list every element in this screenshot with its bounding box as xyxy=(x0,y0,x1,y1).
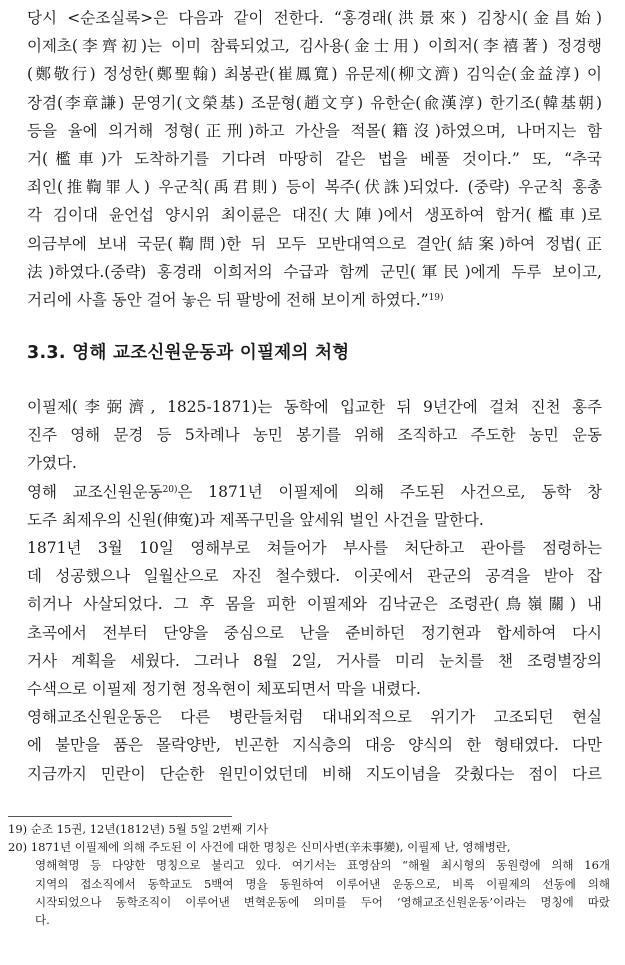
paragraph-4 xyxy=(27,703,602,788)
footnote-20 xyxy=(8,838,610,929)
paragraph-2 xyxy=(27,478,602,534)
text-line: 法)하였다.(중략) 홍경래 이희저의 수급과 함께 군민(軍民)에게 두루 보이고, xyxy=(27,262,602,281)
footnote-number: 20) xyxy=(8,840,28,855)
text-line: 죄인(推鞫罪人) 우군칙(禹君則) 등이 복주(伏誅)되었다. (중략) 우군칙 홍총 xyxy=(27,178,602,197)
footnote-ref-19[interactable]: 19) xyxy=(428,293,444,304)
text-line: 지금까지 민란이 단순한 원민이었던데 비해 지도이념을 갖췄다는 점이 다르 xyxy=(27,764,602,783)
text-line: 각 김이대 윤언섭 양시위 최이륜은 대진(大陣)에서 생포하여 함거(檻車)로 xyxy=(27,206,602,225)
text-line: 데 성공했으나 일월산으로 자진 철수했다. 이곳에서 관군의 공격을 받아 잡 xyxy=(27,567,602,586)
footnote-ref-20[interactable]: 20) xyxy=(162,484,178,495)
text-line: 초곡에서 전부터 단양을 중심으로 난을 준비하던 정기현과 합세하여 다시 xyxy=(27,623,602,642)
paragraph-1 xyxy=(27,393,602,478)
text-line: 당시 <순조실록>은 다음과 같이 전한다. “홍경래(洪景來) 김창시(金昌始) xyxy=(27,9,602,27)
text-line: 이제초(李齊初)는 이미 참륙되었고, 김사용(金士用) 이희저(李禧著) 정경행 xyxy=(27,37,602,56)
footnote-line: 시작되었으나 동학조직이 이루어낸 변혁운동에 의미를 두어 ‘영해교조신원운동’이라는 명칭에 따랐 xyxy=(35,894,610,909)
footnote-line: 20) 1871년 이필제에 의해 주도된 이 사건에 대한 명칭은 신미사변(辛未事變), 이필제 난, 영해병란, xyxy=(8,840,511,855)
text-line: 에 불만을 품은 몰락양반, 빈곤한 지식층의 대응 양식의 한 형태였다. 다만 xyxy=(27,736,602,755)
top-paragraph xyxy=(27,4,602,314)
footnote-divider xyxy=(8,816,232,817)
text-line: 도주 최제우의 신원(伸寃)과 제폭구민을 앞세워 벌인 사건을 말한다. xyxy=(27,510,484,529)
section-heading: 3.3. 영해 교조신원운동과 이필제의 처형 xyxy=(27,343,350,363)
footnote-line: 영해혁명 등 다양한 명칭으로 불리고 있다. 여기서는 표영삼의 “해월 최시형의 동원령에 의해 16개 xyxy=(35,858,610,873)
text-line: 수색으로 이필제 정기현 정옥현이 체포되면서 막을 내렸다. xyxy=(27,680,421,699)
paragraph-3 xyxy=(27,534,602,703)
text-line: 히거나 사살되었다. 그 후 몸을 피한 이필제와 김낙균은 조령관(鳥嶺關) 내 xyxy=(27,595,602,614)
text-line: 장겸(李章謙) 문영기(文榮基) 조문형(趙文亨) 유한순(兪漢淳) 한기조(韓基朝) xyxy=(27,93,602,112)
footnote-line: 19) 순조 15권, 12년(1812년) 5월 5일 2번째 기사 xyxy=(8,822,269,836)
text-line: 거리에 사흘 동안 걸어 놓은 뒤 팔방에 전해 보이게 하였다.”$^{19)}$ xyxy=(27,291,444,310)
quote-paragraph xyxy=(27,4,602,314)
text-line: 이필제(李弼濟, 1825-1871)는 동학에 입교한 뒤 9년간에 걸쳐 진천 홍주 xyxy=(27,398,602,416)
text-line: 등을 율에 의거해 정형(正刑)하고 가산을 적몰(籍沒)하였으며, 나머지는 함 xyxy=(27,121,602,140)
footnote-line: 다. xyxy=(35,913,50,928)
footnote-line: 지역의 접소직에서 동학교도 5백여 명을 동원하여 이루어낸 운동으로, 비록 이필제의 선동에 의해 xyxy=(35,876,610,891)
text-line: 영해교조신원운동은 다른 병란들처럼 대내외적으로 위기가 고조되던 현실 xyxy=(27,708,602,727)
text-line: 영해 교조신원운동$^{20)}$은 1871년 이필제에 의해 주도된 사건으로, 동학 창 xyxy=(27,482,602,501)
footnote-number: 19) xyxy=(8,822,28,836)
section-body xyxy=(27,393,602,788)
text-line: 거사 계획을 세웠다. 그러나 8월 2일, 거사를 미리 눈치를 챈 조령별장의 xyxy=(27,651,602,670)
footnote-19 xyxy=(8,820,610,838)
text-line: 가였다. xyxy=(27,454,77,473)
text-line: (鄭敬行) 정성한(鄭聖翰) 최봉관(崔鳳寬) 유문제(柳文濟) 김익순(金益淳) 이 xyxy=(27,65,602,84)
text-line: 1871년 3월 10일 영해부로 쳐들어가 부사를 처단하고 관아를 점령하는 xyxy=(27,539,602,558)
text-line: 거(檻車)가 도착하기를 기다려 마땅히 같은 법을 베풀 것이다.” 또, “추국 xyxy=(27,150,602,169)
text-line: 의금부에 보내 국문(鞫問)한 뒤 모두 모반대역으로 결안(結案)하여 정법(正 xyxy=(27,234,602,253)
footnotes xyxy=(8,820,610,929)
text-line: 진주 영해 문경 등 5차례나 농민 봉기를 위해 조직하고 주도한 농민 운동 xyxy=(27,426,602,445)
